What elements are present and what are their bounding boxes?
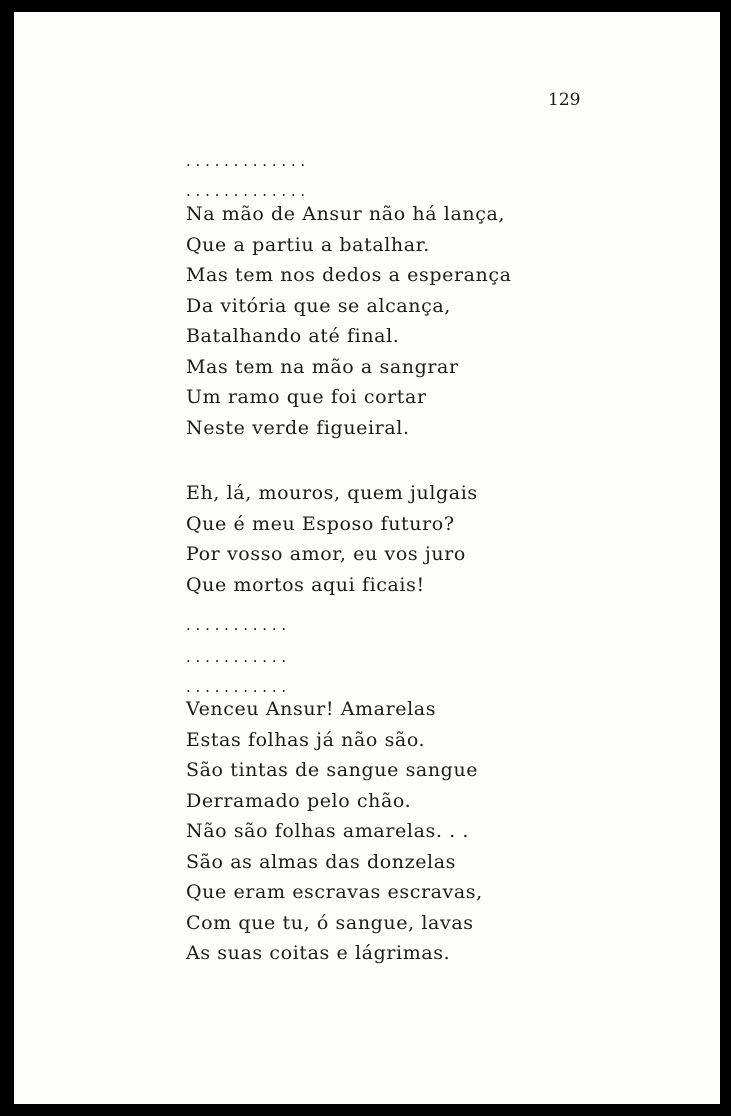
ellipsis-row-2: . . . . . . . . . . . . . [186, 182, 306, 200]
stanza-1 [186, 199, 512, 443]
verse-line: São as almas das donzelas [186, 850, 457, 873]
verse-line: Estas folhas já não são. [186, 728, 426, 751]
page-number: 129 [548, 90, 581, 110]
verse-line: Venceu Ansur! Amarelas [186, 698, 437, 720]
verse-line: As suas coitas e lágrimas. [186, 942, 451, 964]
book-page [14, 12, 720, 1104]
verse-line: Da vitória que se alcança, [186, 294, 451, 317]
verse-line: Não são folhas amarelas. . . [186, 820, 470, 842]
verse-line: Eh, lá, mouros, quem julgais [186, 482, 478, 504]
verse-line: Na mão de Ansur não há lança, [186, 203, 506, 225]
verse-line: Que mortos aqui ficais! [186, 573, 425, 596]
verse-line: Batalhando até final. [186, 325, 400, 347]
ellipsis-row-4: . . . . . . . . . . . [186, 648, 287, 666]
verse-line: Que eram escravas escravas, [186, 881, 483, 903]
verse-line: Que é meu Esposo futuro? [186, 512, 455, 535]
verse-line: São tintas de sangue sangue [186, 759, 479, 781]
verse-line: Derramado pelo chão. [186, 789, 412, 812]
stanza-2 [186, 478, 478, 600]
verse-line: Neste verde figueiral. [186, 416, 410, 439]
verse-line: Mas tem na mão a sangrar [186, 355, 459, 378]
ellipsis-row-1: . . . . . . . . . . . . . [186, 152, 306, 170]
ellipsis-row-3: . . . . . . . . . . . [186, 616, 287, 634]
verse-line: Que a partiu a batalhar. [186, 233, 430, 256]
verse-line: Mas tem nos dedos a esperança [186, 264, 512, 286]
ellipsis-row-5: . . . . . . . . . . . [186, 678, 287, 696]
verse-line: Com que tu, ó sangue, lavas [186, 911, 474, 934]
verse-line: Um ramo que foi cortar [186, 386, 427, 408]
stanza-3 [186, 694, 483, 969]
verse-line: Por vosso amor, eu vos juro [186, 543, 466, 565]
